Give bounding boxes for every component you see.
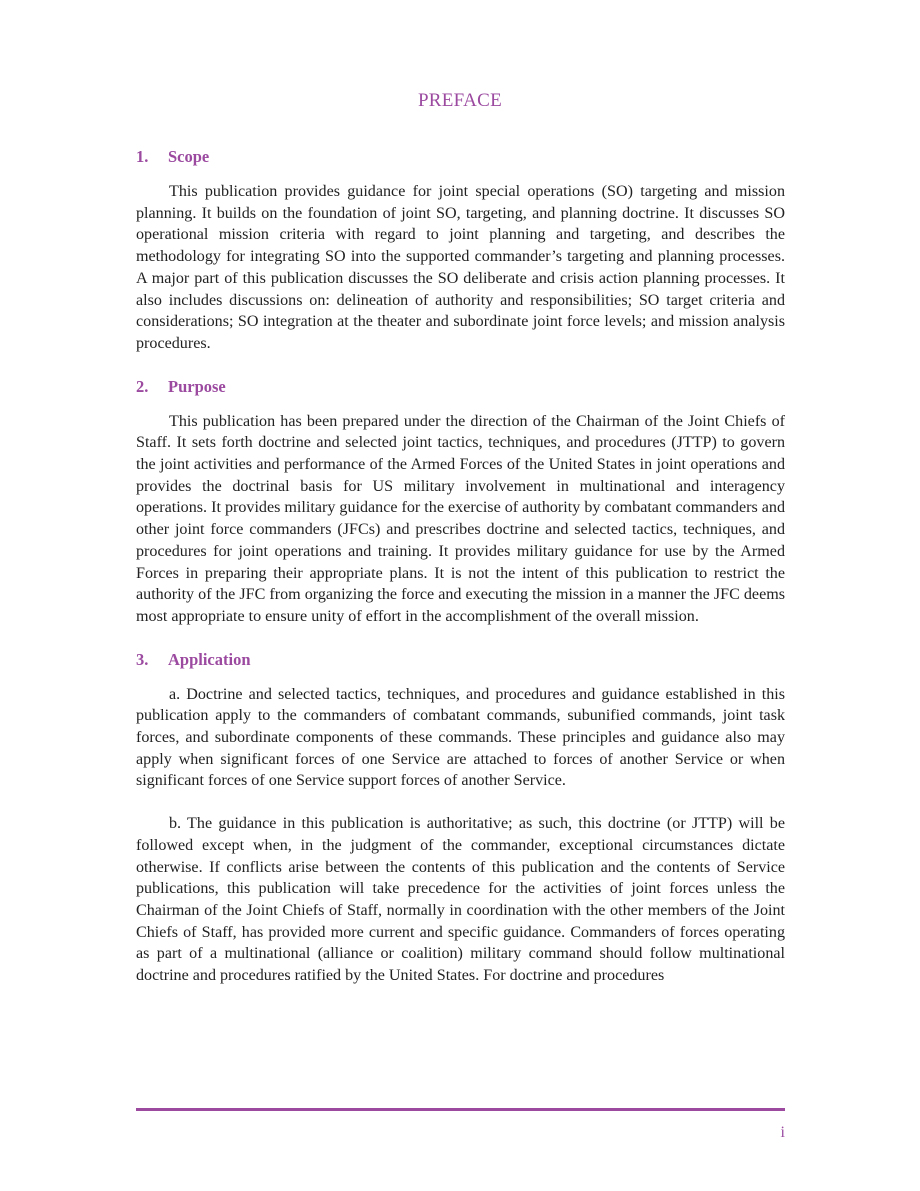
section-number: 3. — [136, 649, 149, 669]
paragraph: a. Doctrine and selected tactics, techniques, and procedures and guidance established in this publication apply to the commanders of combatant commands, subunified commands, joint task forces, and subordinate components of these commands. These principles and guidance also may apply when significant forces of one Service are attached to forces of another Service or when significant forces of one Service support forces of another Service. — [136, 685, 785, 790]
page-title: PREFACE — [417, 90, 503, 111]
section-application — [136, 649, 785, 987]
section-number: 1. — [136, 147, 149, 166]
paragraph: b. The guidance in this publication is authoritative; as such, this doctrine (or JTTP) will be followed except when, in the judgment of the commander, exceptional circumstances dictate otherwise. If conflicts arise between the contents of this publication and the contents of Service publications, this publication will take precedence for the activities of joint forces unless the Chairman of the Joint Chiefs of Staff, normally in coordination with the other members of the Joint Chiefs of Staff, has provided more current and specific guidance. Commanders of forces operating as part of a multinational (alliance or coalition) military command should follow multinational doctrine and procedures ratified by the United States. For doctrine and procedures — [136, 815, 785, 985]
document-body — [136, 146, 785, 1008]
paragraph: This publication has been prepared under the direction of the Chairman of the Joint Chiefs of Staff. It sets forth doctrine and selected joint tactics, techniques, and procedures (JTTP) to govern the joint activities and performance of the Armed Forces of the United States in joint operations and provides the doctrinal basis for US military involvement in multinational and interagency operations. It provides military guidance for the exercise of authority by combatant commanders and other joint force commanders (JFCs) and prescribes doctrine and selected tactics, techniques, and procedures for joint operations and training. It provides military guidance for use by the Armed Forces in preparing their appropriate plans. It is not the intent of this publication to restrict the authority of the JFC from organizing the force and executing the mission in a manner the JFC deems most appropriate to ensure unity of effort in the accomplishment of the overall mission. — [136, 412, 785, 625]
section-title: Scope — [168, 147, 210, 166]
section-heading — [136, 376, 785, 397]
paragraph: This publication provides guidance for joint special operations (SO) targeting and mission planning. It builds on the foundation of joint SO, targeting, and planning doctrine. It discusses SO operational mission criteria with regard to joint planning and targeting, and describes the methodology for integrating SO into the supported commander’s targeting and planning processes. A major part of this publication discusses the SO deliberate and crisis action planning processes. It also includes discussions on: delineation of authority and responsibilities; SO target criteria and considerations; SO integration at the theater and subordinate joint force levels; and mission analysis procedures. — [136, 183, 785, 352]
page-number: i — [780, 1124, 785, 1141]
section-scope — [136, 146, 785, 355]
section-heading — [136, 649, 785, 670]
section-heading — [136, 146, 785, 167]
section-title: Purpose — [168, 376, 226, 396]
section-title: Application — [168, 649, 251, 669]
section-number: 2. — [136, 376, 149, 396]
section-purpose — [136, 376, 785, 628]
footer-rule — [136, 1108, 785, 1111]
